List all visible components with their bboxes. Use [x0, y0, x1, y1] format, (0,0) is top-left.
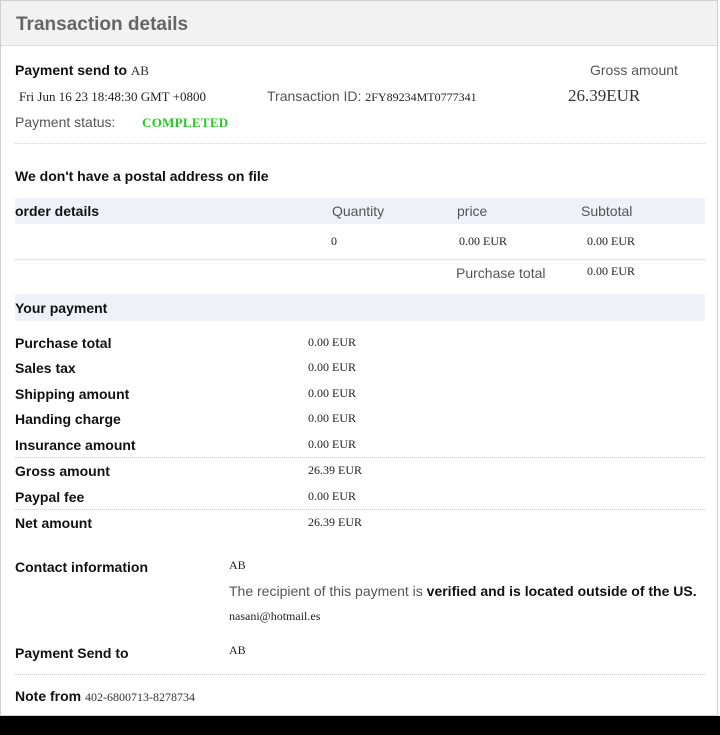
recipient-status-verified: verified and is located outside of the US. [426, 583, 697, 599]
paypal-fee-label: Paypal fee [15, 489, 85, 505]
net-amount-value: 26.39 EUR [308, 515, 362, 529]
divider [15, 143, 705, 144]
transaction-date: Fri Jun 16 23 18:48:30 GMT +0800 [19, 89, 206, 104]
purchase-total-row-value: 0.00 EUR [308, 335, 356, 349]
contact-name: AB [229, 558, 246, 572]
payment-send-to-row-label: Payment Send to [15, 645, 129, 661]
payment-send-to-value: AB [130, 63, 149, 78]
page-title: Transaction details [16, 14, 189, 35]
recipient-status [229, 583, 697, 599]
payment-send-to-row-value: AB [229, 643, 246, 657]
handling-charge-label: Handing charge [15, 411, 121, 427]
divider [15, 259, 705, 260]
postal-address-notice: We don't have a postal address on file [15, 168, 269, 184]
insurance-amount-value: 0.00 EUR [308, 437, 356, 451]
contact-information-label: Contact information [15, 559, 148, 575]
sales-tax-label: Sales tax [15, 360, 76, 376]
divider [15, 674, 705, 675]
bottom-bar [0, 716, 720, 735]
your-payment-label: Your payment [15, 300, 108, 316]
purchase-total-row-label: Purchase total [15, 335, 112, 351]
transaction-id [267, 88, 477, 105]
order-price: 0.00 EUR [459, 234, 507, 248]
panel-header [1, 1, 717, 46]
order-details-label: order details [15, 203, 100, 219]
divider [15, 509, 705, 510]
payment-status-badge: COMPLETED [142, 115, 229, 130]
column-subtotal: Subtotal [581, 203, 633, 219]
gross-amount-row-label: Gross amount [15, 463, 110, 479]
gross-amount-row-value: 26.39 EUR [308, 463, 362, 477]
shipping-amount-label: Shipping amount [15, 386, 130, 402]
column-price: price [457, 203, 488, 219]
order-subtotal: 0.00 EUR [587, 234, 635, 248]
shipping-amount-value: 0.00 EUR [308, 386, 356, 400]
your-payment-header [15, 294, 705, 321]
purchase-total-value: 0.00 EUR [587, 264, 635, 278]
transaction-id-value: 2FY89234MT0777341 [365, 90, 477, 104]
handling-charge-value: 0.00 EUR [308, 411, 356, 425]
payment-status-label: Payment status: [15, 114, 116, 130]
insurance-amount-label: Insurance amount [15, 437, 136, 453]
order-quantity: 0 [331, 234, 337, 248]
recipient-status-prefix: The recipient of this payment is [229, 583, 427, 599]
note-from-value: 402-6800713-8278734 [85, 690, 196, 704]
sales-tax-value: 0.00 EUR [308, 360, 356, 374]
payment-send-to-label [15, 62, 149, 79]
payment-send-to-label-text: Payment send to [15, 62, 128, 78]
column-quantity: Quantity [332, 203, 385, 219]
transaction-id-label: Transaction ID: [267, 88, 362, 104]
divider [15, 457, 705, 458]
gross-amount-label: Gross amount [590, 62, 678, 78]
contact-email[interactable]: nasani@hotmail.es [229, 609, 321, 623]
purchase-total-label: Purchase total [456, 265, 546, 281]
note-from [15, 688, 195, 705]
paypal-fee-value: 0.00 EUR [308, 489, 356, 503]
note-from-label: Note from [15, 688, 82, 704]
gross-amount-value: 26.39EUR [568, 86, 641, 105]
net-amount-label: Net amount [15, 515, 92, 531]
